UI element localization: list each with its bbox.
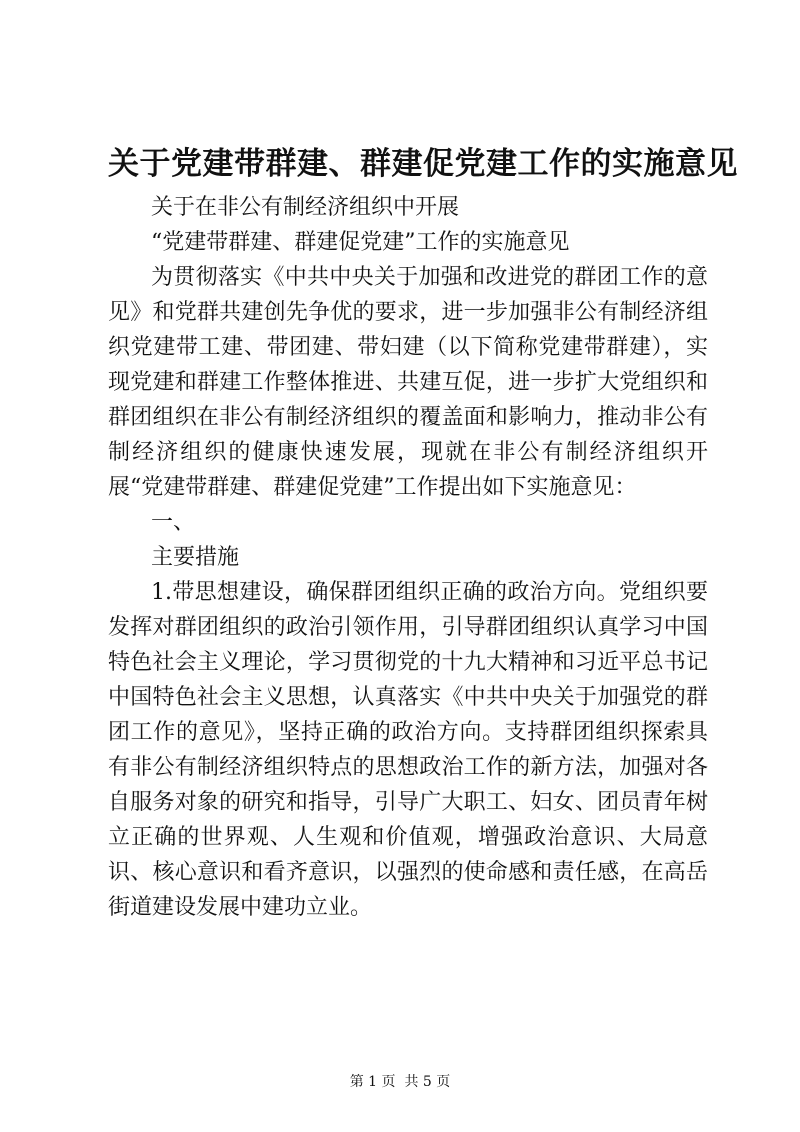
section-number: 一、 [151, 510, 196, 535]
page-number-label: 第 1 页 共 5 页 [349, 1074, 451, 1090]
intro-paragraph: 为贯彻落实《中共中央关于加强和改进党的群团工作的意见》和党群共建创先争优的要求，进一步加强非公有制经济组织党建带工建、带团建、带妇建（以下简称党建带群建），实现党建和群建工作整体推进、共建互促，进一步扩大党组织和群团组织在非公有制经济组织的覆盖面和影响力，推动非公有制经济组织的健康快速发展，现就在非公有制经济组织开展“党建带群建、群建促党建”工作提出如下实施意见： [108, 265, 708, 500]
item-1-paragraph: 1.带思想建设，确保群团组织正确的政治方向。党组织要发挥对群团组织的政治引领作用，引导群团组织认真学习中国特色社会主义理论，学习贯彻党的十九大精神和习近平总书记中国特色社会主义思想，认真落实《中共中央关于加强党的群团工作的意见》，坚持正确的政治方向。支持群团组织探索具有非公有制经济组织特点的思想政治工作的新方法，加强对各自服务对象的研究和指导，引导广大职工、妇女、团员青年树立正确的世界观、人生观和价值观，增强政治意识、大局意识、核心意识和看齐意识，以强烈的使命感和责任感，在高岳街道建设发展中建功立业。 [108, 580, 708, 920]
subtitle-line-1: 关于在非公有制经济组织中开展 [151, 195, 460, 220]
document-body [108, 190, 708, 925]
document-title: 关于党建带群建、群建促党建工作的实施意见 [108, 146, 738, 182]
section-heading: 主要措施 [151, 545, 240, 570]
page-footer [0, 1072, 800, 1092]
subtitle-line-2: “党建带群建、群建促党建”工作的实施意见 [151, 230, 570, 255]
